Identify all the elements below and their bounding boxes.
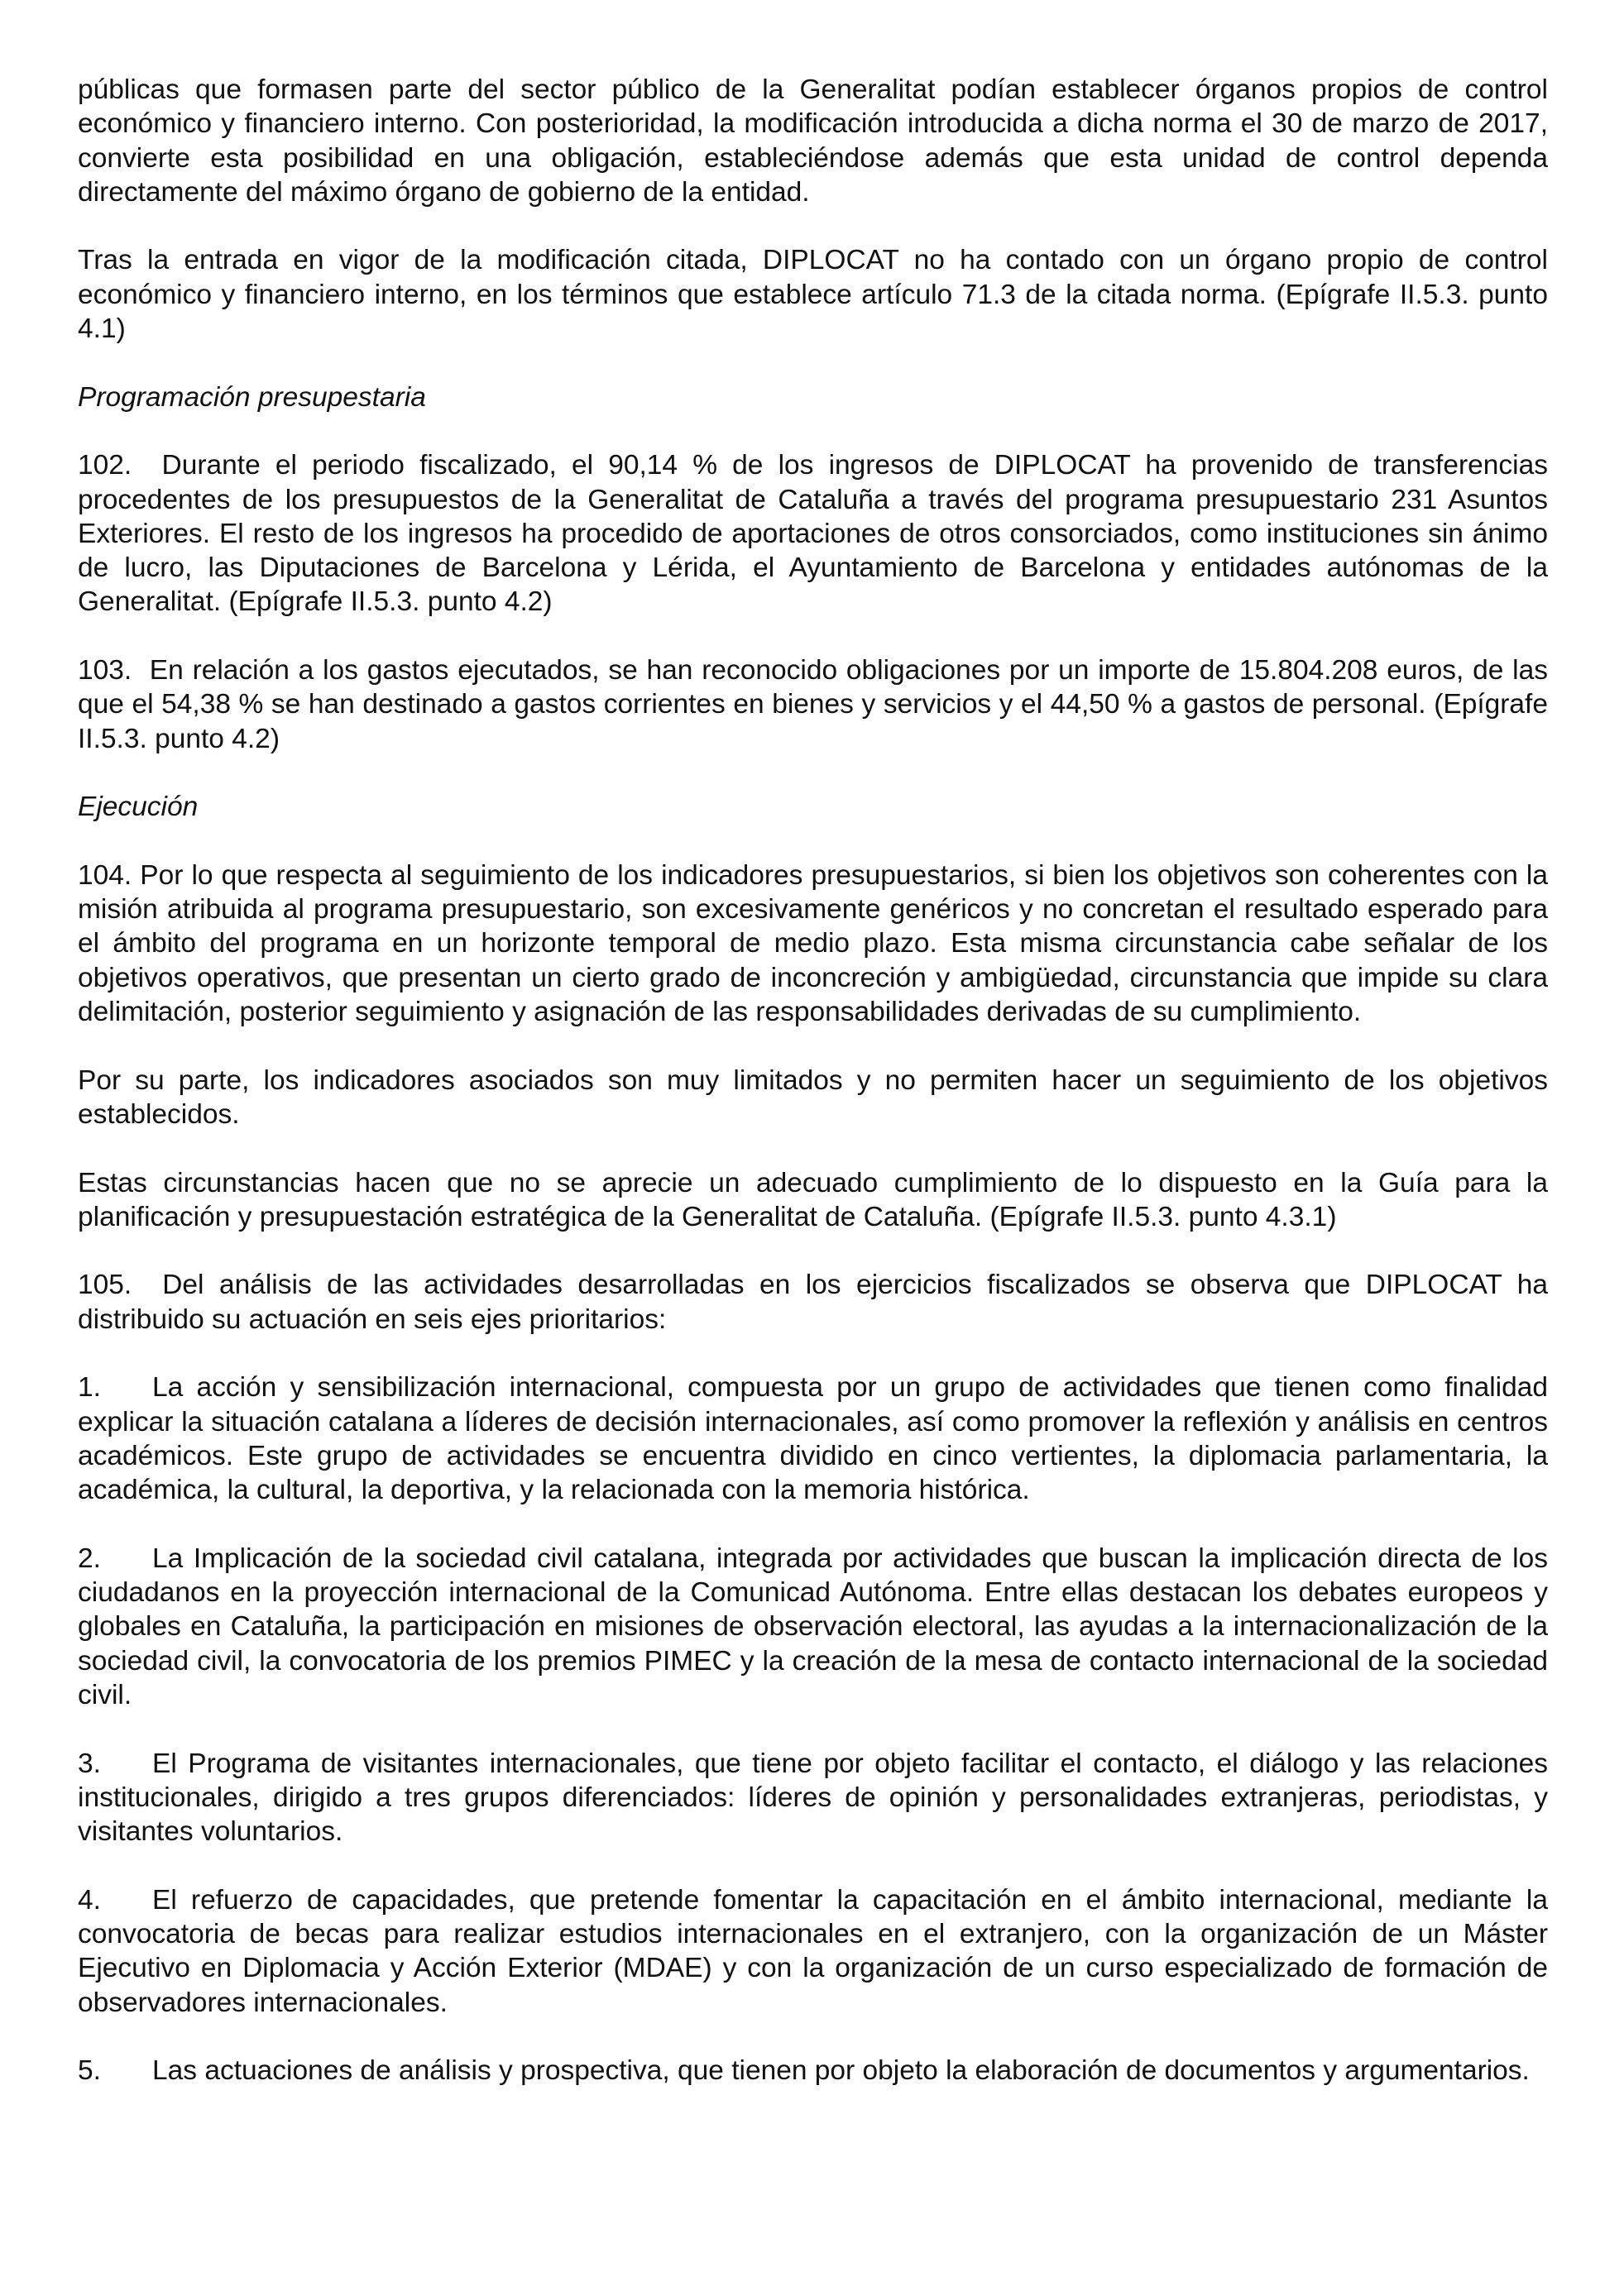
list-text: La acción y sensibilización internacional, compuesta por un grupo de actividades que tienen como finalidad explicar la situación catalana a líderes de decisión internacionales, así como promover la reflexión y análisis en centros académicos. Este grupo de actividades se encuentra dividido en cinco vertientes, la diplomacia parlamentaria, la académica, la cultural, la deportiva, y la relacionada con la memoria histórica. bbox=[78, 1372, 1548, 1506]
paragraph-control-organ bbox=[78, 243, 1548, 346]
list-number: 4. bbox=[78, 1884, 101, 1916]
paragraph-circunstancias bbox=[78, 1166, 1548, 1235]
list-item-5 bbox=[78, 2054, 1548, 2088]
paragraph-number: 102. bbox=[78, 450, 132, 481]
list-item-3 bbox=[78, 1747, 1548, 1849]
paragraph-text: Estas circunstancias hacen que no se aprecie un adecuado cumplimiento de lo dispuesto en la Guía para la planificación y presupuestación estratégica de la Generalitat de Cataluña. (Epígrafe II.5.3. punto 4.3.1) bbox=[78, 1167, 1548, 1232]
numbered-paragraph-103 bbox=[78, 653, 1548, 756]
list-number: 1. bbox=[78, 1372, 101, 1404]
list-item-4 bbox=[78, 1883, 1548, 2020]
paragraph-text: Del análisis de las actividades desarrolladas en los ejercicios fiscalizados se observa que DIPLOCAT ha distribuido su actuación en seis ejes prioritarios: bbox=[78, 1270, 1548, 1335]
numbered-paragraph-102 bbox=[78, 448, 1548, 619]
list-text: El refuerzo de capacidades, que pretende fomentar la capacitación en el ámbito internacional, mediante la convocatoria de becas para realizar estudios internacionales en el extranjero, con la organización de un Máster Ejecutivo en Diplomacia y Acción Exterior (MDAE) y con la organización de un curso especializado de formación de observadores internacionales. bbox=[78, 1884, 1548, 2018]
list-text: El Programa de visitantes internacionales, que tiene por objeto facilitar el contacto, el diálogo y las relaciones institucionales, dirigido a tres grupos diferenciados: líderes de opinión y personalidades extranjeras, periodistas, y visitantes voluntarios. bbox=[78, 1748, 1548, 1848]
paragraph-number: 105. bbox=[78, 1270, 132, 1301]
section-heading-programacion bbox=[78, 380, 1548, 414]
paragraph-text: Tras la entrada en vigor de la modificación citada, DIPLOCAT no ha contado con un órgano propio de control económico y financiero interno, en los términos que establece artículo 71.3 de la citada norma. (Epígrafe II.5.3. punto 4.1) bbox=[78, 245, 1548, 345]
paragraph-intro-continuation bbox=[78, 73, 1548, 209]
list-number: 3. bbox=[78, 1748, 101, 1779]
list-item-1 bbox=[78, 1370, 1548, 1507]
paragraph-text: Por lo que respecta al seguimiento de los indicadores presupuestarios, si bien los objetivos son coherentes con la misión atribuida al programa presupuestario, son excesivamente genéricos y no concretan el resultado esperado para el ámbito del programa en un horizonte temporal de medio plazo. Esta misma circunstancia cabe señalar de los objetivos operativos, que presentan un cierto grado de inconcreción y ambigüedad, circunstancia que impide su clara delimitación, posterior seguimiento y asignación de las responsabilidades derivadas de su cumplimiento. bbox=[78, 859, 1548, 1028]
paragraph-text: Por su parte, los indicadores asociados son muy limitados y no permiten hacer un seguimiento de los objetivos establecidos. bbox=[78, 1064, 1548, 1130]
section-heading-ejecucion bbox=[78, 790, 1548, 824]
paragraph-text: públicas que formasen parte del sector público de la Generalitat podían establecer órganos propios de control económico y financiero interno. Con posterioridad, la modificación introducida a dicha norma el 30 de marzo de 2017, convierte esta posibilidad en una obligación, estableciéndose además que esta unidad de control dependa directamente del máximo órgano de gobierno de la entidad. bbox=[78, 74, 1548, 208]
numbered-paragraph-105 bbox=[78, 1268, 1548, 1337]
list-item-2 bbox=[78, 1542, 1548, 1712]
paragraph-number: 104. bbox=[78, 859, 132, 891]
numbered-paragraph-104 bbox=[78, 859, 1548, 1029]
document-page bbox=[78, 73, 1548, 2122]
paragraph-text: En relación a los gastos ejecutados, se han reconocido obligaciones por un importe de 15.804.208 euros, de las que el 54,38 % se han destinado a gastos corrientes en bienes y servicios y el 44,50 % a gastos de personal. (Epígrafe II.5.3. punto 4.2) bbox=[78, 655, 1548, 754]
heading-text: Programación presupestaria bbox=[78, 381, 426, 413]
list-text: Las actuaciones de análisis y prospectiva, que tienen por objeto la elaboración de documentos y argumentarios. bbox=[152, 2055, 1530, 2087]
list-text: La Implicación de la sociedad civil catalana, integrada por actividades que buscan la implicación directa de los ciudadanos en la proyección internacional de la Comunicad Autónoma. Entre ellas destacan los debates europeos y globales en Cataluña, la participación en misiones de observación electoral, las ayudas a la internacionalización de la sociedad civil, la convocatoria de los premios PIMEC y la creación de la mesa de contacto internacional de la sociedad civil. bbox=[78, 1543, 1548, 1710]
paragraph-text: Durante el periodo fiscalizado, el 90,14 % de los ingresos de DIPLOCAT ha provenido de transferencias procedentes de los presupuestos de la Generalitat de Cataluña a través del programa presupuestario 231 Asuntos Exteriores. El resto de los ingresos ha procedido de aportaciones de otros consorciados, como instituciones sin ánimo de lucro, las Diputaciones de Barcelona y Lérida, el Ayuntamiento de Barcelona y entidades autónomas de la Generalitat. (Epígrafe II.5.3. punto 4.2) bbox=[78, 450, 1548, 618]
heading-text: Ejecución bbox=[78, 792, 199, 823]
paragraph-indicadores bbox=[78, 1064, 1548, 1132]
list-number: 2. bbox=[78, 1543, 101, 1574]
list-number: 5. bbox=[78, 2055, 101, 2087]
paragraph-number: 103. bbox=[78, 655, 132, 686]
